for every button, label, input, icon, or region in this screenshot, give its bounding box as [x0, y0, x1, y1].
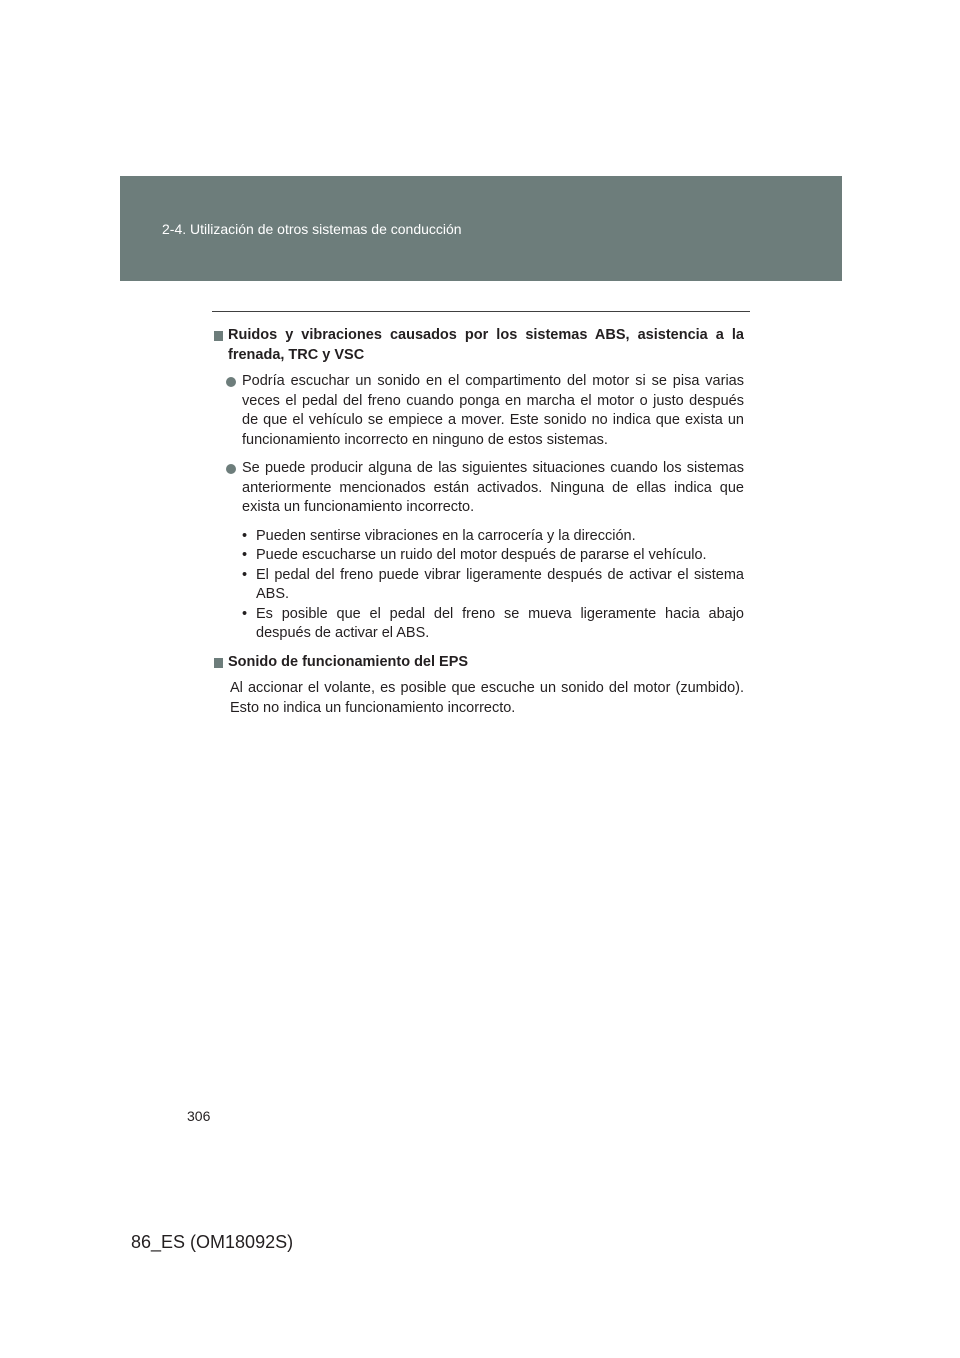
- bullet-text: Podría escuchar un sonido en el compartimento del motor si se pisa varias veces el pedal del freno cuando ponga en marcha el motor o justo después de que el vehículo se empiece a mover. Este sonido no indica que exista un funcionamiento incorrecto en ninguno de estos sistemas.: [242, 373, 744, 448]
- bullet-item: [214, 372, 744, 450]
- sub-item-text: Es posible que el pedal del freno se mueva ligeramente hacia abajo después de activar el ABS.: [256, 605, 744, 641]
- paragraph: Al accionar el volante, es posible que escuche un sonido del motor (zumbido). Esto no indica un funcionamiento incorrecto.: [230, 680, 744, 716]
- bullet-item: [214, 459, 744, 518]
- sub-list-item: [214, 605, 744, 644]
- heading-text: Ruidos y vibraciones causados por los sistemas ABS, asistencia a la frenada, TRC y VSC: [228, 327, 744, 363]
- round-bullet-icon: [226, 464, 236, 474]
- sub-bullet-mark: •: [242, 566, 248, 583]
- heading-noise-vibration: [214, 326, 744, 365]
- section-header-band: [120, 176, 842, 281]
- square-bullet-icon: [214, 331, 223, 341]
- square-bullet-icon: [214, 658, 223, 668]
- sub-list-item: [214, 546, 744, 566]
- sub-item-text: Pueden sentirse vibraciones en la carrocería y la dirección.: [256, 527, 636, 544]
- document-code: 86_ES (OM18092S): [131, 1232, 294, 1252]
- sub-bullet-mark: •: [242, 547, 248, 563]
- heading-eps-sound: [214, 653, 744, 673]
- heading-text: Sonido de funcionamiento del EPS: [228, 653, 469, 670]
- sub-list-item: [214, 527, 744, 547]
- sub-item-text: Puede escucharse un ruido del motor después de pararse el vehículo.: [256, 547, 707, 563]
- page-number: 306: [187, 1108, 211, 1124]
- round-bullet-icon: [226, 377, 236, 387]
- bullet-text: Se puede producir alguna de las siguientes situaciones cuando los sistemas anteriormente mencionados están activados. Ninguna de ellas indica que exista un funcionamiento incorrecto.: [242, 460, 744, 515]
- sub-item-text: El pedal del freno puede vibrar ligeramente después de activar el sistema ABS.: [256, 566, 744, 602]
- sub-bullet-mark: •: [242, 527, 248, 544]
- content-area: [214, 326, 744, 718]
- section-title: 2-4. Utilización de otros sistemas de conducción: [162, 221, 462, 237]
- sub-bullet-mark: •: [242, 605, 248, 622]
- top-divider: [212, 311, 750, 312]
- sub-list-item: [214, 566, 744, 605]
